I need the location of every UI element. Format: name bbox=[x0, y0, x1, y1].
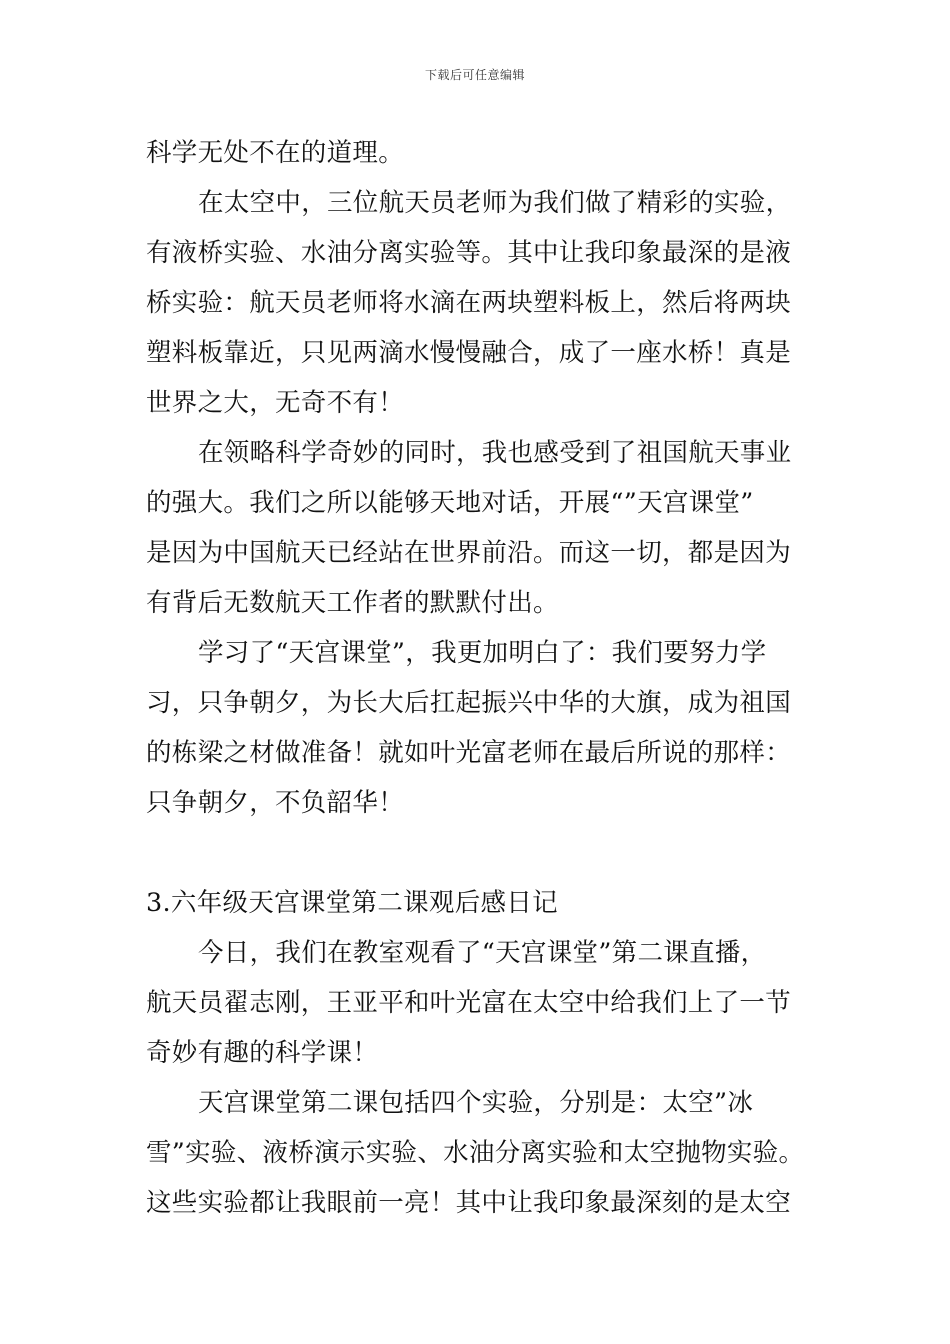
paragraph-line: 这些实验都让我眼前一亮！其中让我印象最深刻的是太空 bbox=[146, 1188, 792, 1218]
document-body bbox=[146, 128, 826, 1228]
section-spacer bbox=[146, 828, 826, 878]
page-header-note: 下载后可任意编辑 bbox=[424, 68, 525, 82]
paragraph-line: 有液桥实验、水油分离实验等。其中让我印象最深的是液 bbox=[146, 238, 792, 268]
paragraph-line: 在太空中，三位航天员老师为我们做了精彩的实验， bbox=[198, 188, 792, 218]
paragraph-line: 有背后无数航天工作者的默默付出。 bbox=[146, 588, 559, 618]
paragraph-line: 学习了“天宫课堂”，我更加明白了：我们要努力学 bbox=[198, 638, 767, 668]
paragraph-line: 习，只争朝夕，为长大后扛起振兴中华的大旗，成为祖国 bbox=[146, 688, 792, 718]
paragraph-line: 世界之大，无奇不有！ bbox=[146, 388, 405, 418]
paragraph-line: 在领略科学奇妙的同时，我也感受到了祖国航天事业 bbox=[198, 438, 792, 468]
section-heading: 3.六年级天宫课堂第二课观后感日记 bbox=[146, 888, 558, 918]
paragraph-line: 奇妙有趣的科学课！ bbox=[146, 1038, 379, 1068]
paragraph-line: 天宫课堂第二课包括四个实验，分别是：太空”冰 bbox=[198, 1088, 754, 1118]
paragraph-line: 雪”实验、液桥演示实验、水油分离实验和太空抛物实验。 bbox=[146, 1138, 805, 1168]
paragraph-line: 桥实验：航天员老师将水滴在两块塑料板上，然后将两块 bbox=[146, 288, 792, 318]
paragraph-line: 今日，我们在教室观看了“天宫课堂”第二课直播， bbox=[198, 938, 767, 968]
paragraph-line: 塑料板靠近，只见两滴水慢慢融合，成了一座水桥！真是 bbox=[146, 338, 792, 368]
paragraph-line: 的强大。我们之所以能够天地对话，开展“”天宫课堂” bbox=[146, 488, 754, 518]
paragraph-line: 科学无处不在的道理。 bbox=[146, 138, 405, 168]
paragraph-line: 航天员翟志刚，王亚平和叶光富在太空中给我们上了一节 bbox=[146, 988, 792, 1018]
paragraph-line: 是因为中国航天已经站在世界前沿。而这一切，都是因为 bbox=[146, 538, 792, 568]
paragraph-line: 的栋梁之材做准备！就如叶光富老师在最后所说的那样： bbox=[146, 738, 792, 768]
paragraph-line: 只争朝夕，不负韶华！ bbox=[146, 788, 405, 818]
